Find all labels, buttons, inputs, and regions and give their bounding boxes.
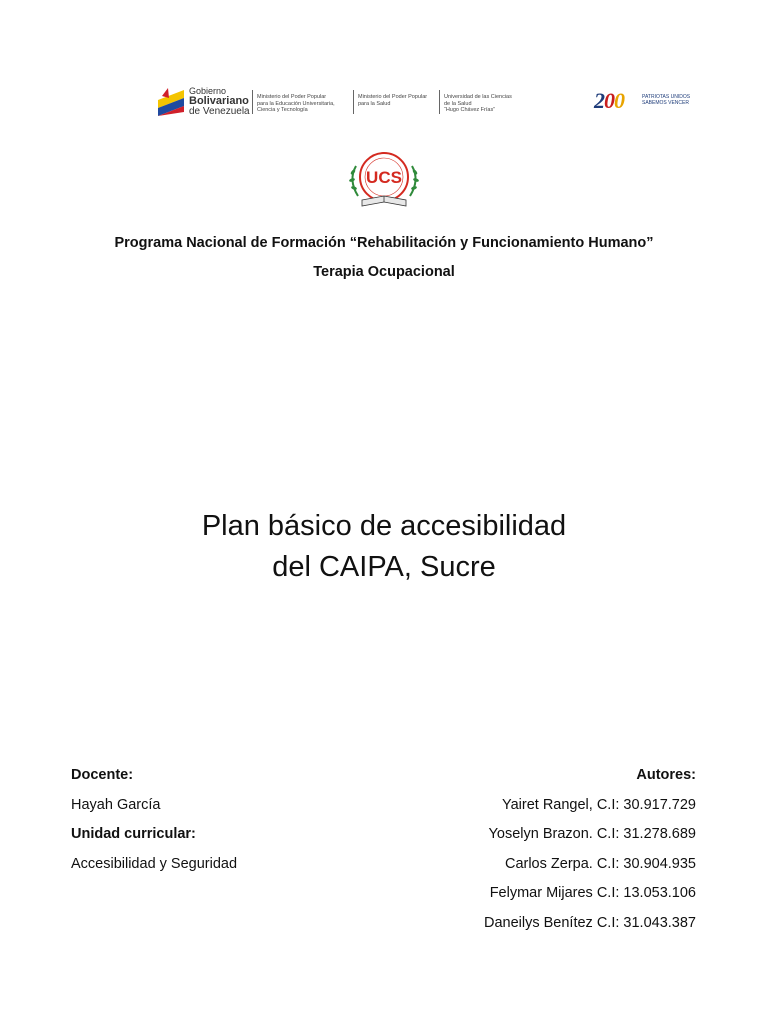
- government-name: [189, 87, 250, 116]
- career-name: Terapia Ocupacional: [313, 264, 455, 280]
- author-item: Yairet Rangel, C.I: 30.917.729: [502, 796, 696, 813]
- teacher-label: Docente:: [71, 767, 134, 783]
- author-item: Daneilys Benítez C.I: 31.043.387: [484, 914, 696, 931]
- program-name: Programa Nacional de Formación “Rehabilitación y Funcionamiento Humano”: [114, 235, 654, 251]
- divider: [353, 90, 354, 114]
- title-line-1: Plan básico de accesibilidad: [201, 510, 567, 542]
- title-line-2: del CAIPA, Sucre: [272, 551, 496, 583]
- ucs-logo-text: UCS: [366, 168, 402, 187]
- course-label: Unidad curricular:: [71, 826, 196, 843]
- bicentenary-text: PATRIOTAS UNIDOS SABEMOS VENCER: [642, 94, 691, 106]
- authors-label: Autores:: [636, 767, 696, 783]
- course-name: Accesibilidad y Seguridad: [71, 855, 238, 872]
- gov-line-3: de Venezuela: [189, 106, 250, 117]
- author-item: Carlos Zerpa. C.I: 30.904.935: [504, 855, 696, 872]
- teacher-name: Hayah García: [71, 796, 161, 813]
- bicentenary-number: 200: [594, 88, 624, 113]
- author-item: Yoselyn Brazon. C.I: 31.278.689: [488, 826, 696, 843]
- gov-line-2: Bolivariano: [189, 95, 249, 107]
- gov-line-1: Gobierno: [189, 86, 227, 96]
- government-logo-banner: [156, 80, 536, 122]
- teacher-course-info: [71, 767, 237, 885]
- ucs-university-logo: [342, 150, 426, 212]
- document-title: [0, 506, 768, 588]
- authors-info: [484, 767, 696, 945]
- university-name: Universidad de las Ciencias de la Salud “Hugo Chávez Frías”: [444, 94, 512, 113]
- author-item: Felymar Mijares C.I: 13.053.106: [489, 885, 696, 902]
- ministry-health: Ministerio del Poder Popular para la Salud: [358, 94, 428, 107]
- divider: [252, 90, 253, 114]
- ministry-education: Ministerio del Poder Popular para la Educación Universitaria, Ciencia y Tecnología: [257, 94, 335, 113]
- bicentenary-logo: [594, 88, 694, 116]
- divider: [439, 90, 440, 114]
- ucs-seal-icon: [342, 150, 426, 212]
- venezuela-flag-icon: [156, 86, 186, 116]
